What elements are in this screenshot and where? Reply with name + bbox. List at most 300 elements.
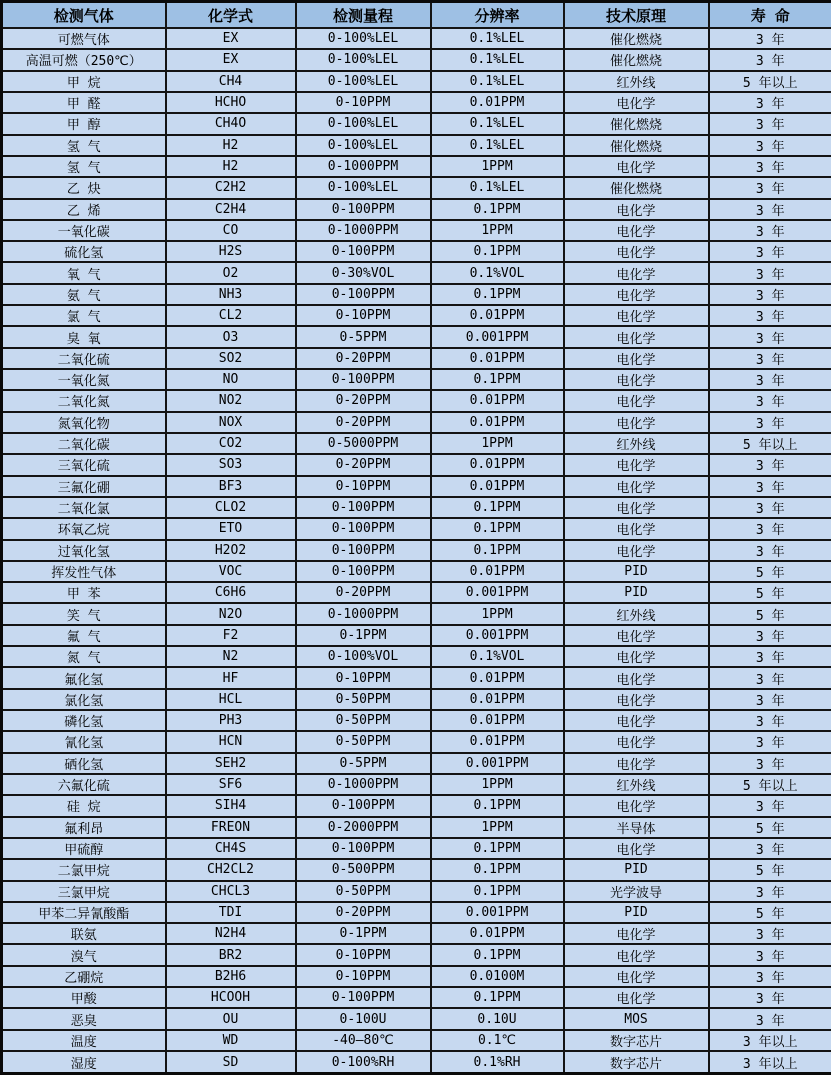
table-cell: 0.1PPM bbox=[431, 497, 564, 518]
table-cell: 0.01PPM bbox=[431, 305, 564, 326]
table-cell: 二氧化氮 bbox=[2, 390, 166, 411]
table-cell: 电化学 bbox=[564, 156, 709, 177]
table-cell: 1PPM bbox=[431, 817, 564, 838]
column-header-range: 检测量程 bbox=[296, 2, 431, 29]
table-cell: 3 年 bbox=[709, 348, 831, 369]
table-cell: 0.1PPM bbox=[431, 199, 564, 220]
table-row bbox=[2, 369, 831, 390]
table-row bbox=[2, 646, 831, 667]
table-cell: 0.01PPM bbox=[431, 92, 564, 113]
table-cell: SIH4 bbox=[166, 795, 296, 816]
table-cell: 氯化氢 bbox=[2, 689, 166, 710]
table-cell: 电化学 bbox=[564, 262, 709, 283]
table-row bbox=[2, 561, 831, 582]
table-cell: 0-100PPM bbox=[296, 795, 431, 816]
table-cell: 电化学 bbox=[564, 731, 709, 752]
table-row bbox=[2, 49, 831, 70]
table-cell: 电化学 bbox=[564, 390, 709, 411]
table-row bbox=[2, 966, 831, 987]
table-cell: 氟 气 bbox=[2, 625, 166, 646]
table-cell: MOS bbox=[564, 1008, 709, 1029]
table-cell: H2 bbox=[166, 156, 296, 177]
table-cell: 二氯甲烷 bbox=[2, 859, 166, 880]
table-cell: F2 bbox=[166, 625, 296, 646]
table-row bbox=[2, 753, 831, 774]
table-cell: 0-50PPM bbox=[296, 881, 431, 902]
table-cell: 3 年 bbox=[709, 262, 831, 283]
table-row bbox=[2, 113, 831, 134]
table-row bbox=[2, 1008, 831, 1029]
column-header-formula: 化学式 bbox=[166, 2, 296, 29]
table-cell: 光学波导 bbox=[564, 881, 709, 902]
column-header-principle: 技术原理 bbox=[564, 2, 709, 29]
table-row bbox=[2, 326, 831, 347]
table-cell: 0.1%LEL bbox=[431, 113, 564, 134]
table-cell: 二氧化氯 bbox=[2, 497, 166, 518]
table-cell: 0.1PPM bbox=[431, 518, 564, 539]
table-cell: 甲苯二异氰酸酯 bbox=[2, 902, 166, 923]
table-cell: HCHO bbox=[166, 92, 296, 113]
table-cell: 3 年 bbox=[709, 326, 831, 347]
table-cell: 温度 bbox=[2, 1030, 166, 1051]
table-row bbox=[2, 795, 831, 816]
table-cell: WD bbox=[166, 1030, 296, 1051]
table-cell: 3 年 bbox=[709, 369, 831, 390]
table-cell: 3 年 bbox=[709, 177, 831, 198]
table-row bbox=[2, 603, 831, 624]
table-cell: OU bbox=[166, 1008, 296, 1029]
table-cell: EX bbox=[166, 28, 296, 49]
table-cell: 0-100PPM bbox=[296, 284, 431, 305]
table-cell: 电化学 bbox=[564, 667, 709, 688]
table-cell: 0-1PPM bbox=[296, 923, 431, 944]
table-cell: TDI bbox=[166, 902, 296, 923]
table-cell: 溴气 bbox=[2, 944, 166, 965]
table-cell: 0-10PPM bbox=[296, 305, 431, 326]
table-row bbox=[2, 135, 831, 156]
table-cell: 电化学 bbox=[564, 689, 709, 710]
table-cell: 氧 气 bbox=[2, 262, 166, 283]
table-row bbox=[2, 881, 831, 902]
table-cell: 0-50PPM bbox=[296, 710, 431, 731]
table-cell: NOX bbox=[166, 412, 296, 433]
table-cell: 电化学 bbox=[564, 326, 709, 347]
table-cell: 0.1PPM bbox=[431, 859, 564, 880]
table-row bbox=[2, 859, 831, 880]
table-cell: 六氟化硫 bbox=[2, 774, 166, 795]
table-cell: 3 年 bbox=[709, 241, 831, 262]
table-header bbox=[2, 2, 831, 29]
table-cell: CH4S bbox=[166, 838, 296, 859]
table-cell: 0-20PPM bbox=[296, 412, 431, 433]
table-row bbox=[2, 262, 831, 283]
table-cell: 电化学 bbox=[564, 92, 709, 113]
table-cell: 3 年 bbox=[709, 923, 831, 944]
table-cell: 5 年以上 bbox=[709, 433, 831, 454]
table-row bbox=[2, 348, 831, 369]
table-cell: C2H4 bbox=[166, 199, 296, 220]
table-cell: 0.1PPM bbox=[431, 838, 564, 859]
table-cell: 0.1%LEL bbox=[431, 177, 564, 198]
table-cell: PH3 bbox=[166, 710, 296, 731]
table-cell: PID bbox=[564, 561, 709, 582]
table-cell: 电化学 bbox=[564, 497, 709, 518]
table-cell: 0-10PPM bbox=[296, 966, 431, 987]
table-cell: 乙 炔 bbox=[2, 177, 166, 198]
table-row bbox=[2, 28, 831, 49]
table-cell: 3 年 bbox=[709, 497, 831, 518]
table-cell: 3 年 bbox=[709, 199, 831, 220]
table-row bbox=[2, 220, 831, 241]
table-row bbox=[2, 710, 831, 731]
table-cell: 0-100%LEL bbox=[296, 135, 431, 156]
table-cell: H2O2 bbox=[166, 540, 296, 561]
table-cell: 电化学 bbox=[564, 710, 709, 731]
table-row bbox=[2, 241, 831, 262]
table-cell: B2H6 bbox=[166, 966, 296, 987]
table-cell: 3 年 bbox=[709, 795, 831, 816]
table-cell: 电化学 bbox=[564, 284, 709, 305]
table-cell: 0.1%VOL bbox=[431, 646, 564, 667]
table-cell: SD bbox=[166, 1051, 296, 1074]
table-cell: 硒化氢 bbox=[2, 753, 166, 774]
table-cell: 3 年 bbox=[709, 156, 831, 177]
table-cell: 0.1PPM bbox=[431, 540, 564, 561]
table-cell: 3 年 bbox=[709, 412, 831, 433]
table-cell: 电化学 bbox=[564, 476, 709, 497]
table-cell: 电化学 bbox=[564, 518, 709, 539]
table-cell: 电化学 bbox=[564, 540, 709, 561]
table-cell: 0.001PPM bbox=[431, 625, 564, 646]
table-cell: 电化学 bbox=[564, 966, 709, 987]
table-cell: 0-5PPM bbox=[296, 753, 431, 774]
table-cell: SEH2 bbox=[166, 753, 296, 774]
table-cell: 0-100PPM bbox=[296, 540, 431, 561]
table-cell: 三氯甲烷 bbox=[2, 881, 166, 902]
table-cell: 0.01PPM bbox=[431, 710, 564, 731]
table-row bbox=[2, 902, 831, 923]
table-cell: 磷化氢 bbox=[2, 710, 166, 731]
table-row bbox=[2, 625, 831, 646]
table-cell: 0-1000PPM bbox=[296, 774, 431, 795]
table-cell: 0-1000PPM bbox=[296, 156, 431, 177]
table-cell: 1PPM bbox=[431, 603, 564, 624]
table-cell: 恶臭 bbox=[2, 1008, 166, 1029]
table-cell: 0-10PPM bbox=[296, 667, 431, 688]
table-cell: 湿度 bbox=[2, 1051, 166, 1074]
table-cell: 0.1PPM bbox=[431, 369, 564, 390]
table-cell: N2O bbox=[166, 603, 296, 624]
table-cell: 0-100PPM bbox=[296, 241, 431, 262]
table-cell: 臭 氧 bbox=[2, 326, 166, 347]
table-row bbox=[2, 838, 831, 859]
table-cell: 5 年 bbox=[709, 902, 831, 923]
table-cell: 3 年 bbox=[709, 284, 831, 305]
table-cell: 可燃气体 bbox=[2, 28, 166, 49]
table-cell: 0.01PPM bbox=[431, 454, 564, 475]
table-cell: 0-100%LEL bbox=[296, 71, 431, 92]
table-cell: 电化学 bbox=[564, 646, 709, 667]
table-cell: 0-30%VOL bbox=[296, 262, 431, 283]
table-cell: 电化学 bbox=[564, 305, 709, 326]
table-cell: 乙硼烷 bbox=[2, 966, 166, 987]
table-cell: 氟利昂 bbox=[2, 817, 166, 838]
table-row bbox=[2, 305, 831, 326]
table-cell: SF6 bbox=[166, 774, 296, 795]
table-cell: 红外线 bbox=[564, 603, 709, 624]
table-cell: 3 年 bbox=[709, 135, 831, 156]
table-cell: 数字芯片 bbox=[564, 1030, 709, 1051]
table-cell: 乙 烯 bbox=[2, 199, 166, 220]
table-cell: HCOOH bbox=[166, 987, 296, 1008]
table-cell: 0.01PPM bbox=[431, 689, 564, 710]
table-cell: 3 年 bbox=[709, 753, 831, 774]
table-cell: 5 年 bbox=[709, 859, 831, 880]
table-row bbox=[2, 177, 831, 198]
table-cell: 0-100PPM bbox=[296, 838, 431, 859]
table-cell: 0.001PPM bbox=[431, 902, 564, 923]
table-cell: 0.01PPM bbox=[431, 412, 564, 433]
table-cell: 催化燃烧 bbox=[564, 49, 709, 70]
table-row bbox=[2, 774, 831, 795]
table-cell: 0-1000PPM bbox=[296, 220, 431, 241]
table-cell: 0-20PPM bbox=[296, 390, 431, 411]
table-cell: O3 bbox=[166, 326, 296, 347]
table-cell: 3 年以上 bbox=[709, 1030, 831, 1051]
table-cell: 0.001PPM bbox=[431, 753, 564, 774]
table-cell: 联氨 bbox=[2, 923, 166, 944]
table-cell: 3 年 bbox=[709, 667, 831, 688]
table-cell: 5 年 bbox=[709, 582, 831, 603]
table-cell: 0-100%LEL bbox=[296, 177, 431, 198]
table-cell: 3 年 bbox=[709, 305, 831, 326]
table-row bbox=[2, 923, 831, 944]
table-cell: BF3 bbox=[166, 476, 296, 497]
column-header-lifespan: 寿 命 bbox=[709, 2, 831, 29]
table-cell: 0-100%RH bbox=[296, 1051, 431, 1074]
table-cell: 0.01PPM bbox=[431, 667, 564, 688]
table-cell: 红外线 bbox=[564, 71, 709, 92]
column-header-resolution: 分辨率 bbox=[431, 2, 564, 29]
table-cell: NH3 bbox=[166, 284, 296, 305]
table-row bbox=[2, 582, 831, 603]
table-row bbox=[2, 497, 831, 518]
table-cell: 硅 烷 bbox=[2, 795, 166, 816]
table-cell: 3 年 bbox=[709, 28, 831, 49]
table-cell: 3 年 bbox=[709, 1008, 831, 1029]
table-cell: 0-10PPM bbox=[296, 476, 431, 497]
table-cell: 3 年 bbox=[709, 454, 831, 475]
table-cell: 氢 气 bbox=[2, 135, 166, 156]
table-cell: 0.1℃ bbox=[431, 1030, 564, 1051]
table-cell: NO2 bbox=[166, 390, 296, 411]
table-cell: CH2CL2 bbox=[166, 859, 296, 880]
table-row bbox=[2, 540, 831, 561]
table-cell: 电化学 bbox=[564, 838, 709, 859]
table-row bbox=[2, 518, 831, 539]
table-cell: 氨 气 bbox=[2, 284, 166, 305]
table-cell: 甲 烷 bbox=[2, 71, 166, 92]
table-cell: C2H2 bbox=[166, 177, 296, 198]
table-cell: 0-1000PPM bbox=[296, 603, 431, 624]
table-cell: SO3 bbox=[166, 454, 296, 475]
table-cell: 电化学 bbox=[564, 199, 709, 220]
table-cell: 0-50PPM bbox=[296, 689, 431, 710]
table-cell: NO bbox=[166, 369, 296, 390]
table-cell: 3 年 bbox=[709, 518, 831, 539]
table-cell: 氟化氢 bbox=[2, 667, 166, 688]
table-cell: 三氟化硼 bbox=[2, 476, 166, 497]
table-cell: 0.001PPM bbox=[431, 582, 564, 603]
table-cell: 笑 气 bbox=[2, 603, 166, 624]
table-cell: 0-100PPM bbox=[296, 369, 431, 390]
table-cell: 3 年以上 bbox=[709, 1051, 831, 1074]
table-cell: 0-100PPM bbox=[296, 561, 431, 582]
table-cell: 1PPM bbox=[431, 220, 564, 241]
table-row bbox=[2, 944, 831, 965]
table-cell: 电化学 bbox=[564, 241, 709, 262]
table-cell: N2 bbox=[166, 646, 296, 667]
table-cell: 甲酸 bbox=[2, 987, 166, 1008]
table-cell: CO bbox=[166, 220, 296, 241]
table-cell: 催化燃烧 bbox=[564, 113, 709, 134]
table-cell: HF bbox=[166, 667, 296, 688]
table-cell: CL2 bbox=[166, 305, 296, 326]
table-cell: 3 年 bbox=[709, 113, 831, 134]
table-cell: 0.01PPM bbox=[431, 561, 564, 582]
table-row bbox=[2, 1030, 831, 1051]
table-row bbox=[2, 433, 831, 454]
table-cell: ETO bbox=[166, 518, 296, 539]
table-cell: 5 年 bbox=[709, 603, 831, 624]
table-cell: 电化学 bbox=[564, 795, 709, 816]
table-row bbox=[2, 476, 831, 497]
table-cell: 0.1%VOL bbox=[431, 262, 564, 283]
table-cell: 0.10U bbox=[431, 1008, 564, 1029]
table-cell: 0-20PPM bbox=[296, 454, 431, 475]
table-cell: 甲硫醇 bbox=[2, 838, 166, 859]
table-cell: 红外线 bbox=[564, 774, 709, 795]
table-cell: 0.1PPM bbox=[431, 987, 564, 1008]
table-cell: 3 年 bbox=[709, 987, 831, 1008]
table-cell: 1PPM bbox=[431, 156, 564, 177]
table-cell: 0-100PPM bbox=[296, 497, 431, 518]
table-cell: 3 年 bbox=[709, 49, 831, 70]
table-cell: 挥发性气体 bbox=[2, 561, 166, 582]
table-cell: 0.0100M bbox=[431, 966, 564, 987]
table-cell: 0-100PPM bbox=[296, 199, 431, 220]
table-cell: 数字芯片 bbox=[564, 1051, 709, 1074]
table-cell: -40—80℃ bbox=[296, 1030, 431, 1051]
table-row bbox=[2, 71, 831, 92]
table-cell: 3 年 bbox=[709, 881, 831, 902]
table-cell: 0-100PPM bbox=[296, 518, 431, 539]
table-cell: 0-100U bbox=[296, 1008, 431, 1029]
table-cell: 0.1%LEL bbox=[431, 49, 564, 70]
table-row bbox=[2, 1051, 831, 1074]
table-cell: 硫化氢 bbox=[2, 241, 166, 262]
table-row bbox=[2, 987, 831, 1008]
table-cell: 0.1%RH bbox=[431, 1051, 564, 1074]
table-cell: 3 年 bbox=[709, 944, 831, 965]
table-cell: 0-20PPM bbox=[296, 902, 431, 923]
table-cell: 电化学 bbox=[564, 369, 709, 390]
table-row bbox=[2, 667, 831, 688]
table-cell: 红外线 bbox=[564, 433, 709, 454]
table-cell: 氢 气 bbox=[2, 156, 166, 177]
header-row bbox=[2, 2, 831, 29]
table-cell: 0-100%VOL bbox=[296, 646, 431, 667]
table-cell: 5 年 bbox=[709, 561, 831, 582]
table-cell: 电化学 bbox=[564, 923, 709, 944]
table-cell: 氯 气 bbox=[2, 305, 166, 326]
table-cell: 0-500PPM bbox=[296, 859, 431, 880]
table-cell: 半导体 bbox=[564, 817, 709, 838]
table-cell: BR2 bbox=[166, 944, 296, 965]
table-cell: CO2 bbox=[166, 433, 296, 454]
table-cell: 0-100PPM bbox=[296, 987, 431, 1008]
table-cell: 电化学 bbox=[564, 454, 709, 475]
table-cell: 0.1%LEL bbox=[431, 28, 564, 49]
table-cell: 5 年以上 bbox=[709, 774, 831, 795]
table-cell: 0.1PPM bbox=[431, 944, 564, 965]
table-cell: 过氧化氢 bbox=[2, 540, 166, 561]
table-cell: 0-5PPM bbox=[296, 326, 431, 347]
table-cell: 3 年 bbox=[709, 476, 831, 497]
table-cell: 氮 气 bbox=[2, 646, 166, 667]
table-cell: 1PPM bbox=[431, 433, 564, 454]
table-cell: 0.1PPM bbox=[431, 881, 564, 902]
table-cell: CH4O bbox=[166, 113, 296, 134]
table-cell: FREON bbox=[166, 817, 296, 838]
table-cell: 电化学 bbox=[564, 987, 709, 1008]
table-row bbox=[2, 817, 831, 838]
table-row bbox=[2, 92, 831, 113]
table-cell: 0-5000PPM bbox=[296, 433, 431, 454]
table-cell: O2 bbox=[166, 262, 296, 283]
table-row bbox=[2, 731, 831, 752]
table-cell: 3 年 bbox=[709, 390, 831, 411]
table-row bbox=[2, 412, 831, 433]
table-cell: 0.01PPM bbox=[431, 923, 564, 944]
table-row bbox=[2, 284, 831, 305]
table-cell: HCL bbox=[166, 689, 296, 710]
table-cell: HCN bbox=[166, 731, 296, 752]
table-cell: 一氧化氮 bbox=[2, 369, 166, 390]
table-cell: 高温可燃（250℃） bbox=[2, 49, 166, 70]
table-cell: 氮氧化物 bbox=[2, 412, 166, 433]
table-cell: 0.1%LEL bbox=[431, 71, 564, 92]
gas-table-body bbox=[2, 28, 831, 1074]
table-cell: EX bbox=[166, 49, 296, 70]
table-cell: 电化学 bbox=[564, 412, 709, 433]
table-cell: 3 年 bbox=[709, 92, 831, 113]
table-row bbox=[2, 390, 831, 411]
column-header-gas: 检测气体 bbox=[2, 2, 166, 29]
table-cell: N2H4 bbox=[166, 923, 296, 944]
table-cell: 3 年 bbox=[709, 710, 831, 731]
table-cell: 3 年 bbox=[709, 625, 831, 646]
table-cell: 0-50PPM bbox=[296, 731, 431, 752]
table-cell: VOC bbox=[166, 561, 296, 582]
table-row bbox=[2, 199, 831, 220]
table-cell: 5 年 bbox=[709, 817, 831, 838]
table-cell: 电化学 bbox=[564, 944, 709, 965]
table-cell: 3 年 bbox=[709, 689, 831, 710]
table-cell: 0.01PPM bbox=[431, 731, 564, 752]
table-cell: 甲 苯 bbox=[2, 582, 166, 603]
table-cell: CH4 bbox=[166, 71, 296, 92]
